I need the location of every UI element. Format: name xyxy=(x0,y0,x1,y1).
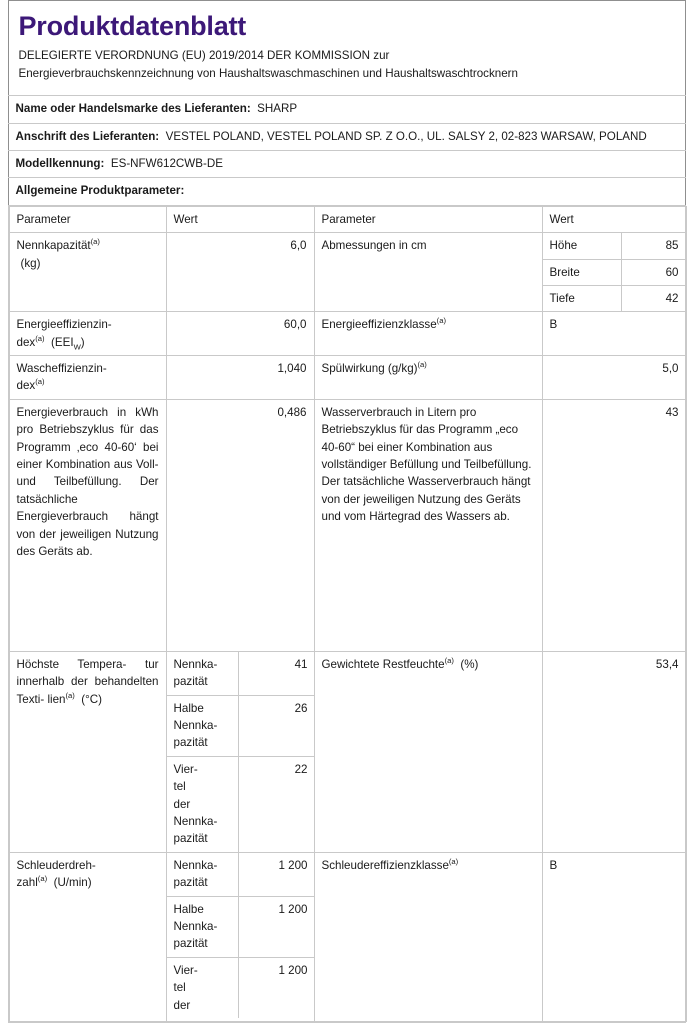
max-temp-line1: Höchste Tempera- xyxy=(16,657,127,671)
washing-index-footnote-mark: (a) xyxy=(35,377,45,387)
residual-moisture-unit: (%) xyxy=(460,657,479,671)
energy-class-footnote-mark: (a) xyxy=(436,316,446,326)
spin-subrow xyxy=(167,853,315,896)
max-temp-line4a: lien xyxy=(47,692,66,706)
capacity-label xyxy=(9,233,166,312)
row-energy-water-consumption xyxy=(9,399,686,651)
header-param-left: Parameter xyxy=(9,206,166,232)
capacity-label-text: Nennkapazität xyxy=(16,239,91,253)
supplier-address-label: Anschrift des Lieferanten: xyxy=(15,129,160,143)
row-washing-rinsing xyxy=(9,356,686,400)
model-value: ES-NFW612CWB-DE xyxy=(110,156,223,170)
rinsing-footnote-mark: (a) xyxy=(417,360,427,370)
spin-load-value: 1 200 xyxy=(239,853,315,896)
capacity-unit: (kg) xyxy=(20,256,41,270)
max-temp-unit: (°C) xyxy=(81,692,103,706)
general-parameters-label: Allgemeine Produktparameter: xyxy=(15,184,185,198)
regulation-line-2: Energieverbrauchskennzeichnung von Haushaltswaschmaschinen und Haushaltswaschtrocknern xyxy=(18,67,518,81)
spin-class-footnote-mark: (a) xyxy=(448,856,459,866)
temperature-load-value: 26 xyxy=(239,695,315,756)
parameter-grid xyxy=(9,206,687,1022)
max-temperature-subrows-cell xyxy=(166,651,314,852)
water-consumption-label: Wasserverbrauch in Litern pro Betriebszyklus für das Programm „eco 40-60“ bei einer Kombination aus vollständiger Befüllung und Teilbefüllung. Der tatsächliche Wasserverbrauch hängt von der jeweiligen Nutzung des Geräts und vom Härtegrad des Wassers ab. xyxy=(314,399,542,651)
washing-index-line1: Wascheffizienzin- xyxy=(16,362,107,376)
spin-subrow xyxy=(167,896,315,957)
max-temp-line3: behandelten Texti- xyxy=(16,675,159,706)
spin-class-value: B xyxy=(542,852,686,1021)
temperature-load-name: Nennka- pazität xyxy=(167,652,239,695)
temperature-subrow xyxy=(167,756,315,851)
spin-speed-unit: (U/min) xyxy=(53,876,92,890)
supplier-name-label: Name oder Handelsmarke des Lieferanten: xyxy=(15,102,251,116)
spin-load-value: 1 200 xyxy=(239,896,315,957)
dimensions-label: Abmessungen in cm xyxy=(314,233,542,312)
dimension-name: Höhe xyxy=(543,233,622,259)
energy-consumption-label: Energieverbrauch in kWh pro Betriebszyklus für das Programm ‚eco 40-60‘ bei einer Kombination aus Voll- und Teilbefüllung. Der tatsächliche Energieverbrauch hängt von der jeweiligen Nutzung des Geräts ab. xyxy=(9,399,166,651)
dimensions-cell xyxy=(542,233,686,312)
eei-label-line1: Energieeffizienzin- xyxy=(16,318,112,332)
water-consumption-value: 43 xyxy=(542,399,686,651)
header-value-left: Wert xyxy=(166,206,314,232)
spin-load-name: Halbe Nennka- pazität xyxy=(167,896,239,957)
residual-moisture-footnote-mark: (a) xyxy=(444,656,454,665)
spin-class-label-text: Schleudereffizienzklasse xyxy=(321,858,449,872)
max-temperature-table xyxy=(167,652,315,852)
header-value-right: Wert xyxy=(542,206,686,232)
supplier-address-value: VESTEL POLAND, VESTEL POLAND SP. Z O.O., UL. SALSY 2, 02-823 WARSAW, POLAND xyxy=(165,129,647,143)
rinsing-label-text: Spülwirkung (g/kg) xyxy=(321,362,418,376)
eei-label-line2c: ) xyxy=(80,335,85,349)
spin-class-label xyxy=(314,852,542,1021)
model-label: Modellkennung: xyxy=(15,156,105,170)
energy-class-label-text: Energieeffizienzklasse xyxy=(321,318,437,332)
temperature-load-name: Halbe Nennka- pazität xyxy=(167,695,239,756)
dimension-name: Breite xyxy=(543,259,622,285)
supplier-name-row xyxy=(8,96,685,123)
temperature-load-value: 41 xyxy=(239,652,315,695)
eei-value: 60,0 xyxy=(166,312,314,356)
max-temp-line2: tur innerhalb der xyxy=(16,657,159,689)
dimension-value: 60 xyxy=(621,259,685,285)
page-title: Produktdatenblatt xyxy=(18,11,247,41)
eei-label-line2a: dex xyxy=(16,335,36,349)
parameter-grid-row xyxy=(8,205,685,1022)
rinsing-value: 5,0 xyxy=(542,356,686,400)
grid-header-row xyxy=(9,206,686,232)
spin-subrow xyxy=(167,957,315,1018)
dimension-row xyxy=(543,285,686,311)
energy-class-value: B xyxy=(542,312,686,356)
dimensions-table xyxy=(543,233,686,311)
spin-load-name: Nennka- pazität xyxy=(167,853,239,896)
residual-moisture-label xyxy=(314,651,542,852)
dimension-row xyxy=(543,259,686,285)
dimension-row xyxy=(543,233,686,259)
regulation-line-1: DELEGIERTE VERORDNUNG (EU) 2019/2014 DER KOMMISSION zur xyxy=(18,49,390,63)
capacity-footnote-mark: (a) xyxy=(90,237,100,247)
washing-index-label xyxy=(9,356,166,400)
dimension-value: 42 xyxy=(621,285,685,311)
spin-load-name: Vier- tel der xyxy=(167,957,239,1018)
spin-speed-subrows-cell xyxy=(166,852,314,1021)
residual-moisture-value: 53,4 xyxy=(542,651,686,852)
temperature-subrow xyxy=(167,652,315,695)
eei-subscript: W xyxy=(73,342,81,351)
temperature-subrow xyxy=(167,695,315,756)
rinsing-label xyxy=(314,356,542,400)
supplier-name-value: SHARP xyxy=(257,102,298,116)
washing-index-value: 1,040 xyxy=(166,356,314,400)
model-row xyxy=(8,150,685,177)
dimension-name: Tiefe xyxy=(543,285,622,311)
energy-consumption-value: 0,486 xyxy=(166,399,314,651)
spin-speed-line2a: zahl xyxy=(16,876,38,890)
spin-speed-label xyxy=(9,852,166,1021)
energy-class-label xyxy=(314,312,542,356)
row-eei-energyclass xyxy=(9,312,686,356)
general-parameters-row xyxy=(8,178,685,205)
spin-load-value: 1 200 xyxy=(239,957,315,1018)
spin-speed-table xyxy=(167,853,315,1018)
row-temperature-moisture xyxy=(9,651,686,852)
dimension-value: 85 xyxy=(621,233,685,259)
row-capacity-dimensions xyxy=(9,233,686,312)
spin-speed-footnote-mark: (a) xyxy=(37,874,48,884)
eei-label xyxy=(9,312,166,356)
capacity-value: 6,0 xyxy=(166,233,314,312)
temperature-load-value: 22 xyxy=(239,756,315,851)
eei-label-line2b: (EEI xyxy=(51,335,74,349)
residual-moisture-label-text: Gewichtete Restfeuchte xyxy=(321,657,445,671)
temperature-load-name: Vier- tel der Nennka- pazität xyxy=(167,756,239,851)
header-param-right: Parameter xyxy=(314,206,542,232)
washing-index-line2: dex xyxy=(16,379,36,393)
row-spin-speed-class xyxy=(9,852,686,1021)
product-fiche-table xyxy=(8,0,686,1023)
regulation-text xyxy=(17,45,677,89)
eei-footnote-mark: (a) xyxy=(35,333,45,343)
max-temp-footnote-mark: (a) xyxy=(65,690,75,700)
header-row xyxy=(8,1,685,96)
supplier-address-row xyxy=(8,123,685,150)
spin-speed-line1: Schleuderdreh- xyxy=(16,858,96,872)
max-temperature-label xyxy=(9,651,166,852)
